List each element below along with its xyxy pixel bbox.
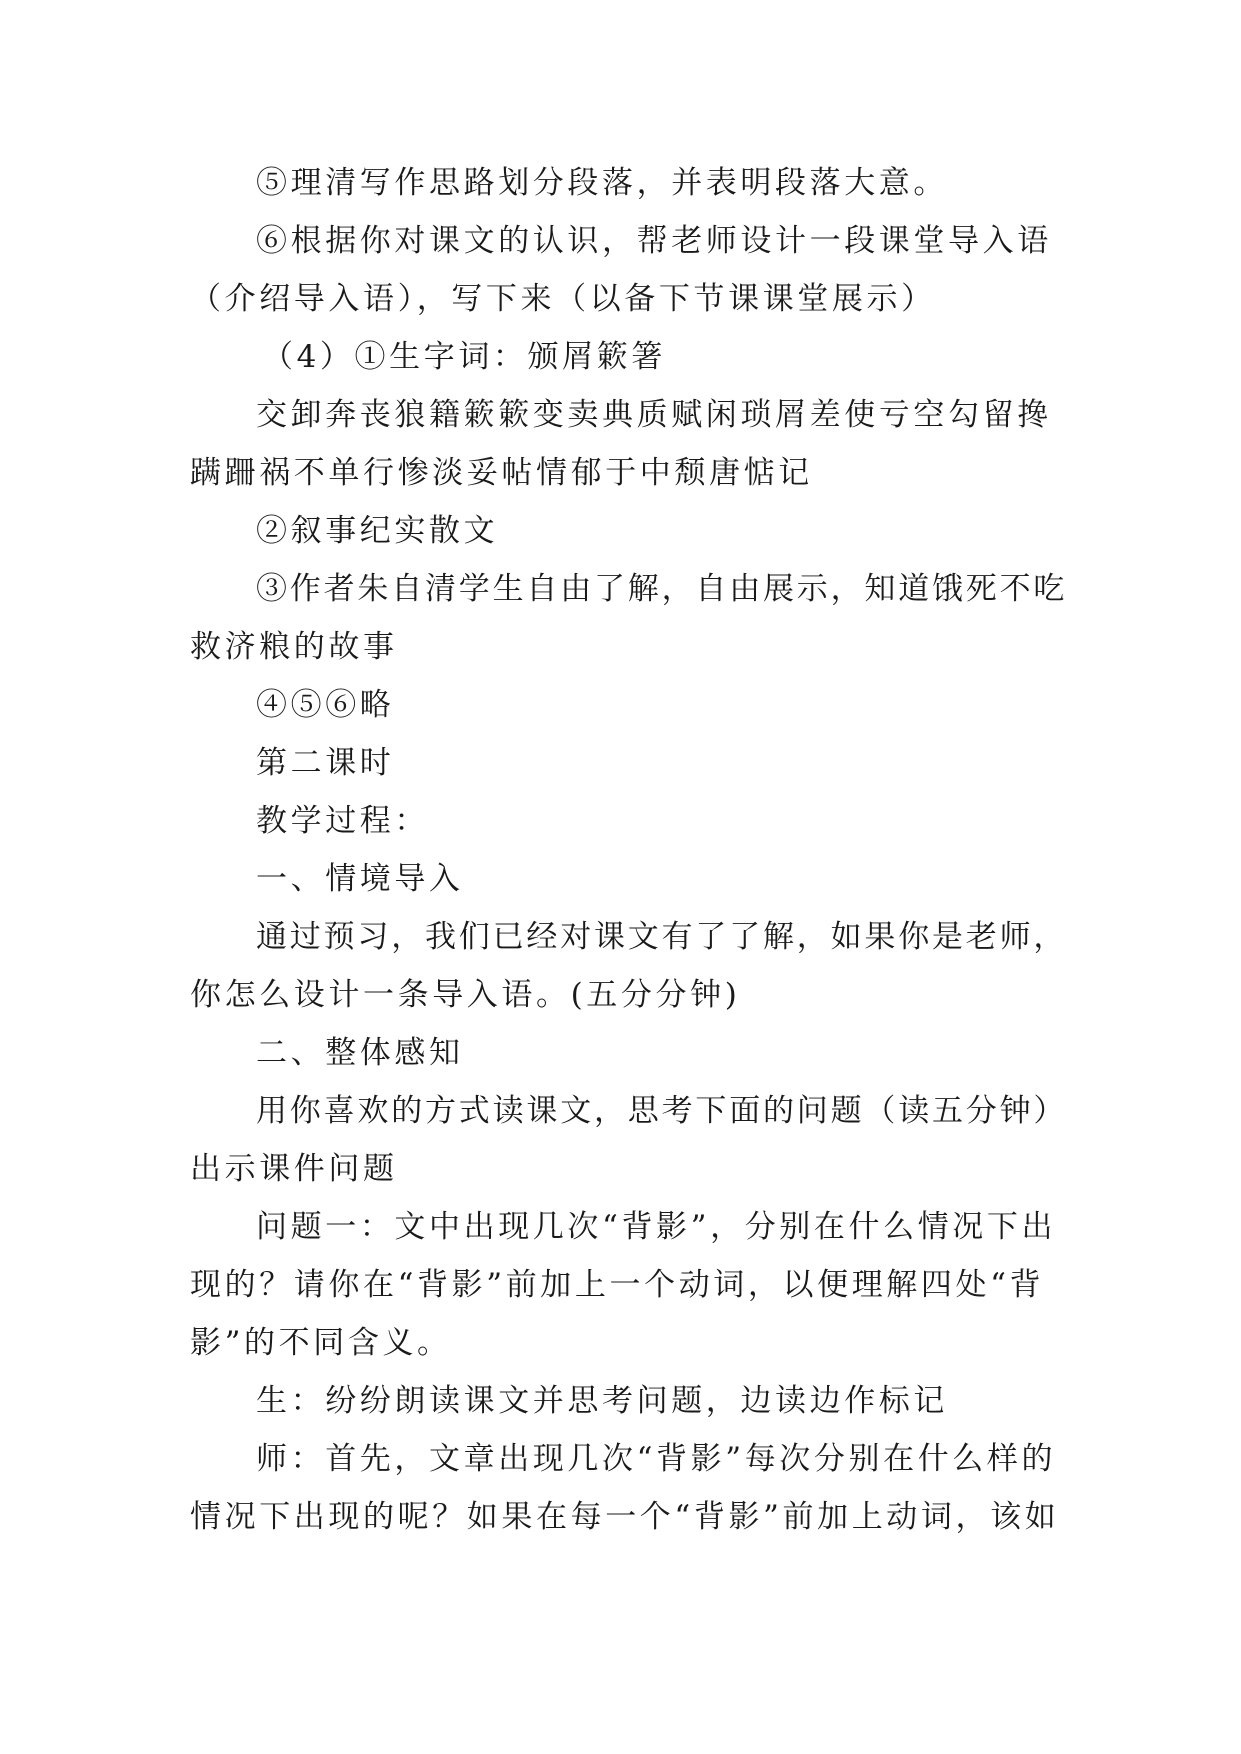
text-line-18: 出示课件问题 [190,1151,398,1187]
text-line-20: 现的？请你在“背影”前加上一个动词，以便理解四处“背 [190,1267,1045,1303]
text-line-24: 情况下出现的呢？如果在每一个“背影”前加上动词，该如 [190,1499,1060,1535]
text-line-5: 交卸奔丧狼籍簌簌变卖典质赋闲琐屑差使亏空勾留搀 [256,397,1052,433]
text-line-6: 蹒跚祸不单行惨淡妥帖情郁于中颓唐惦记 [190,455,813,491]
text-line-3: （介绍导入语），写下来（以备下节课课堂展示） [190,281,936,317]
text-line-7: ②叙事纪实散文 [256,513,499,549]
text-line-14: 通过预习，我们已经对课文有了了解，如果你是老师， [256,919,1068,955]
text-line-9: 救济粮的故事 [190,629,398,665]
text-line-13: 一、情境导入 [256,861,464,897]
text-line-12: 教学过程： [256,803,429,839]
text-line-4: （4）①生字词：颁屑簌箸 [262,339,666,375]
text-line-22: 生：纷纷朗读课文并思考问题，边读边作标记 [256,1383,948,1419]
text-line-19: 问题一：文中出现几次“背影”，分别在什么情况下出 [256,1209,1057,1245]
text-line-8: ③作者朱自清学生自由了解，自由展示，知道饿死不吃 [256,571,1068,607]
text-line-1: ⑤理清写作思路划分段落，并表明段落大意。 [256,165,948,201]
text-line-11: 第二课时 [256,745,395,781]
text-line-15: 你怎么设计一条导入语。(五分分钟) [190,977,741,1013]
text-line-2: ⑥根据你对课文的认识，帮老师设计一段课堂导入语 [256,223,1052,259]
text-line-23: 师：首先，文章出现几次“背影”每次分别在什么样的 [256,1441,1057,1477]
text-line-16: 二、整体感知 [256,1035,464,1071]
text-line-17: 用你喜欢的方式读课文，思考下面的问题（读五分钟） [256,1093,1068,1129]
text-line-21: 影”的不同含义。 [190,1325,452,1361]
text-line-10: ④⑤⑥略 [256,687,395,723]
